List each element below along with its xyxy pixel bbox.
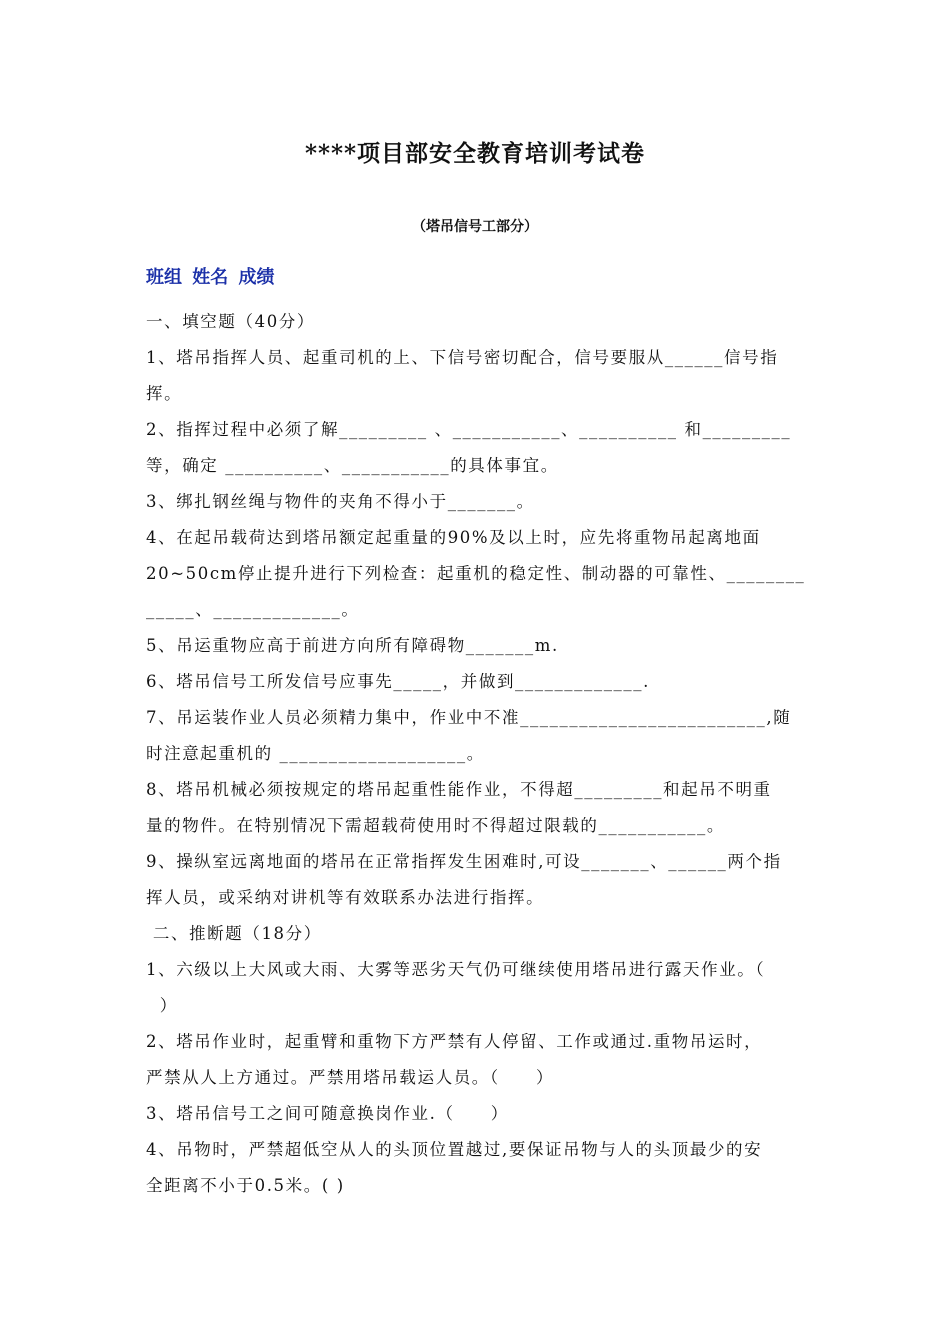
- question-line: 20~50cm停止提升进行下列检查：起重机的稳定性、制动器的可靠性、________: [146, 564, 806, 583]
- question-line: 5、吊运重物应高于前进方向所有障碍物_______m.: [146, 636, 559, 655]
- question-line: 1、六级以上大风或大雨、大雾等恶劣天气仍可继续使用塔吊进行露天作业。（: [146, 960, 766, 979]
- question-line: 4、在起吊载荷达到塔吊额定起重量的90%及以上时，应先将重物吊起离地面: [146, 528, 761, 547]
- section-heading: 二、推断题（18分）: [146, 924, 322, 943]
- exam-title: ****项目部安全教育培训考试卷: [304, 140, 646, 167]
- question-line: 7、吊运装作业人员必须精力集中，作业中不准_________________________,随: [146, 708, 792, 727]
- exam-body: [146, 308, 810, 1208]
- question-line: 9、操纵室远离地面的塔吊在正常指挥发生困难时,可设_______、______两个指: [146, 852, 782, 871]
- section-heading: 一、填空题（40分）: [146, 312, 315, 331]
- question-line: ）: [146, 996, 178, 1015]
- question-line: 8、塔吊机械必须按规定的塔吊起重性能作业，不得超_________和起吊不明重: [146, 780, 772, 799]
- question-line: 3、塔吊信号工之间可随意换岗作业.（ ）: [146, 1104, 509, 1123]
- question-line: 时注意起重机的 ___________________。: [146, 744, 485, 763]
- question-line: 4、吊物时，严禁超低空从人的头顶位置越过,要保证吊物与人的头顶最少的安: [146, 1140, 763, 1159]
- question-line: 挥。: [146, 384, 183, 403]
- student-info-line: 班组 姓名 成绩: [146, 267, 275, 288]
- exam-subtitle: （塔吊信号工部分）: [412, 219, 538, 235]
- question-line: 3、绑扎钢丝绳与物件的夹角不得小于_______。: [146, 492, 535, 511]
- question-line: 6、塔吊信号工所发信号应事先_____，并做到_____________.: [146, 672, 650, 691]
- question-line: 严禁从人上方通过。严禁用塔吊载运人员。（ ）: [146, 1068, 555, 1087]
- question-line: 挥人员，或采纳对讲机等有效联系办法进行指挥。: [146, 888, 545, 907]
- question-line: 1、塔吊指挥人员、起重司机的上、下信号密切配合，信号要服从______信号指: [146, 348, 779, 367]
- question-line: _____、_____________。: [146, 600, 360, 619]
- question-line: 全距离不小于0.5米。( ): [146, 1176, 345, 1195]
- question-line: 2、塔吊作业时，起重臂和重物下方严禁有人停留、工作或通过.重物吊运时，: [146, 1032, 763, 1051]
- question-line: 2、指挥过程中必须了解_________ 、___________、__________ 和_________: [146, 420, 792, 439]
- question-line: 量的物件。在特别情况下需超载荷使用时不得超过限载的___________。: [146, 816, 725, 835]
- question-line: 等，确定 __________、___________的具体事宜。: [146, 456, 559, 475]
